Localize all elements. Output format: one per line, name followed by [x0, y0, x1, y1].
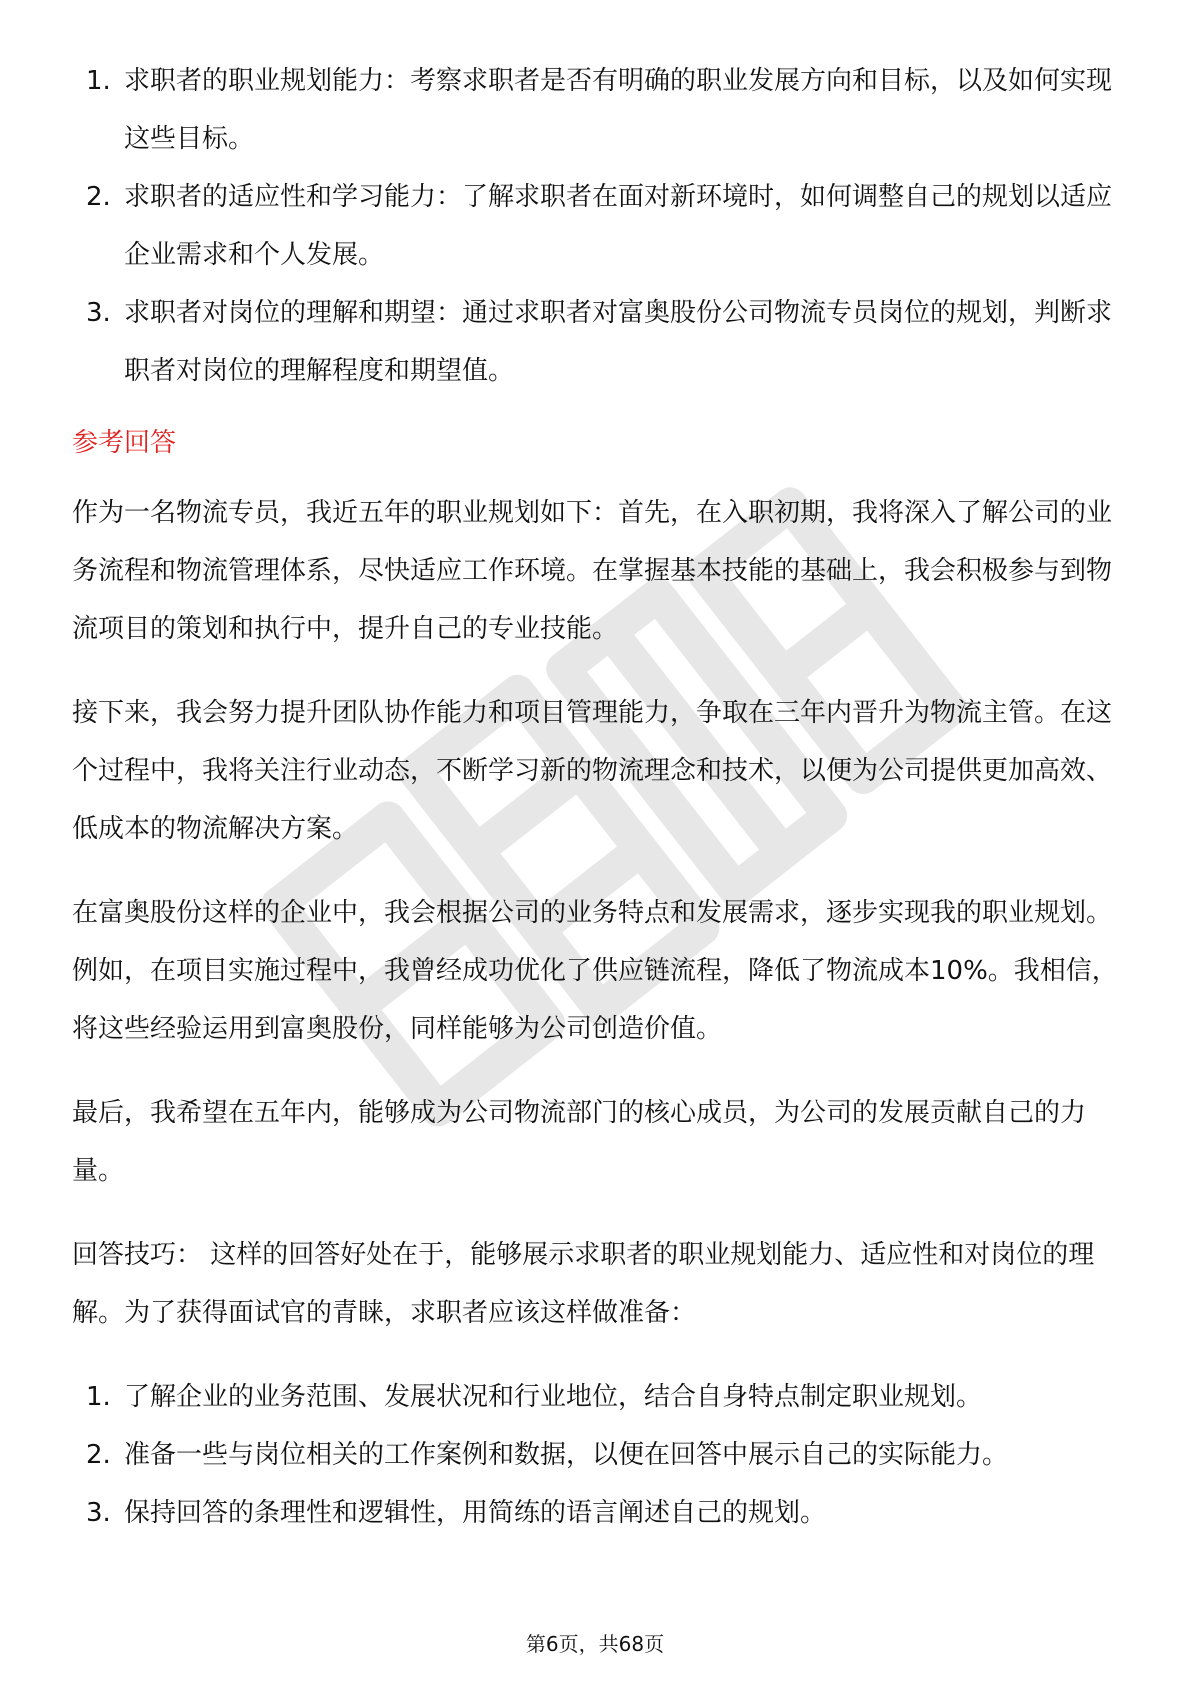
list-text: 保持回答的条理性和逻辑性，用简练的语言阐述自己的规划。 — [124, 1498, 827, 1528]
list-text: 准备一些与岗位相关的工作案例和数据，以便在回答中展示自己的实际能力。 — [124, 1440, 1009, 1470]
paragraph: 接下来，我会努力提升团队协作能力和项目管理能力，争取在三年内晋升为物流主管。在这个过程中，我将关注行业动态，不断学习新的物流理念和技术，以便为公司提供更加高效、低成本的物流解决方案。 — [72, 698, 1113, 844]
tips-list — [72, 1368, 1118, 1542]
content-area — [72, 52, 1118, 1542]
list-number: 2. — [86, 1440, 111, 1470]
paragraph: 在富奥股份这样的企业中，我会根据公司的业务特点和发展需求，逐步实现我的职业规划。例如，在项目实施过程中，我曾经成功优化了供应链流程，降低了物流成本10%。我相信，将这些经验运用到富奥股份，同样能够为公司创造价值。 — [72, 898, 1118, 1044]
list-item — [72, 1368, 1118, 1426]
list-item — [72, 1426, 1118, 1484]
list-item — [72, 52, 1118, 168]
list-text: 了解企业的业务范围、发展状况和行业地位，结合自身特点制定职业规划。 — [124, 1382, 983, 1412]
list-number: 1. — [86, 1382, 111, 1412]
paragraph: 最后，我希望在五年内，能够成为公司物流部门的核心成员，为公司的发展贡献自己的力量。 — [72, 1098, 1087, 1186]
criteria-list — [72, 52, 1118, 400]
paragraph: 作为一名物流专员，我近五年的职业规划如下：首先，在入职初期，我将深入了解公司的业务流程和物流管理体系，尽快适应工作环境。在掌握基本技能的基础上，我会积极参与到物流项目的策划和执行中，提升自己的专业技能。 — [72, 498, 1113, 644]
list-text: 求职者的职业规划能力：考察求职者是否有明确的职业发展方向和目标，以及如何实现这些目标。 — [124, 66, 1113, 154]
list-item — [72, 168, 1118, 284]
page-number: 第6页，共68页 — [525, 1632, 665, 1656]
list-number: 3. — [86, 1498, 111, 1528]
list-item — [72, 1484, 1118, 1542]
list-number: 2. — [86, 182, 111, 212]
list-number: 3. — [86, 298, 111, 328]
list-text: 求职者对岗位的理解和期望：通过求职者对富奥股份公司物流专员岗位的规划，判断求职者对岗位的理解程度和期望值。 — [124, 298, 1113, 386]
list-number: 1. — [86, 66, 111, 96]
list-text: 求职者的适应性和学习能力：了解求职者在面对新环境时，如何调整自己的规划以适应企业需求和个人发展。 — [124, 182, 1113, 270]
tips-paragraph: 回答技巧： 这样的回答好处在于，能够展示求职者的职业规划能力、适应性和对岗位的理解。为了获得面试官的青睐，求职者应该这样做准备： — [72, 1240, 1095, 1328]
section-heading: 参考回答 — [72, 428, 177, 458]
list-item — [72, 284, 1118, 400]
